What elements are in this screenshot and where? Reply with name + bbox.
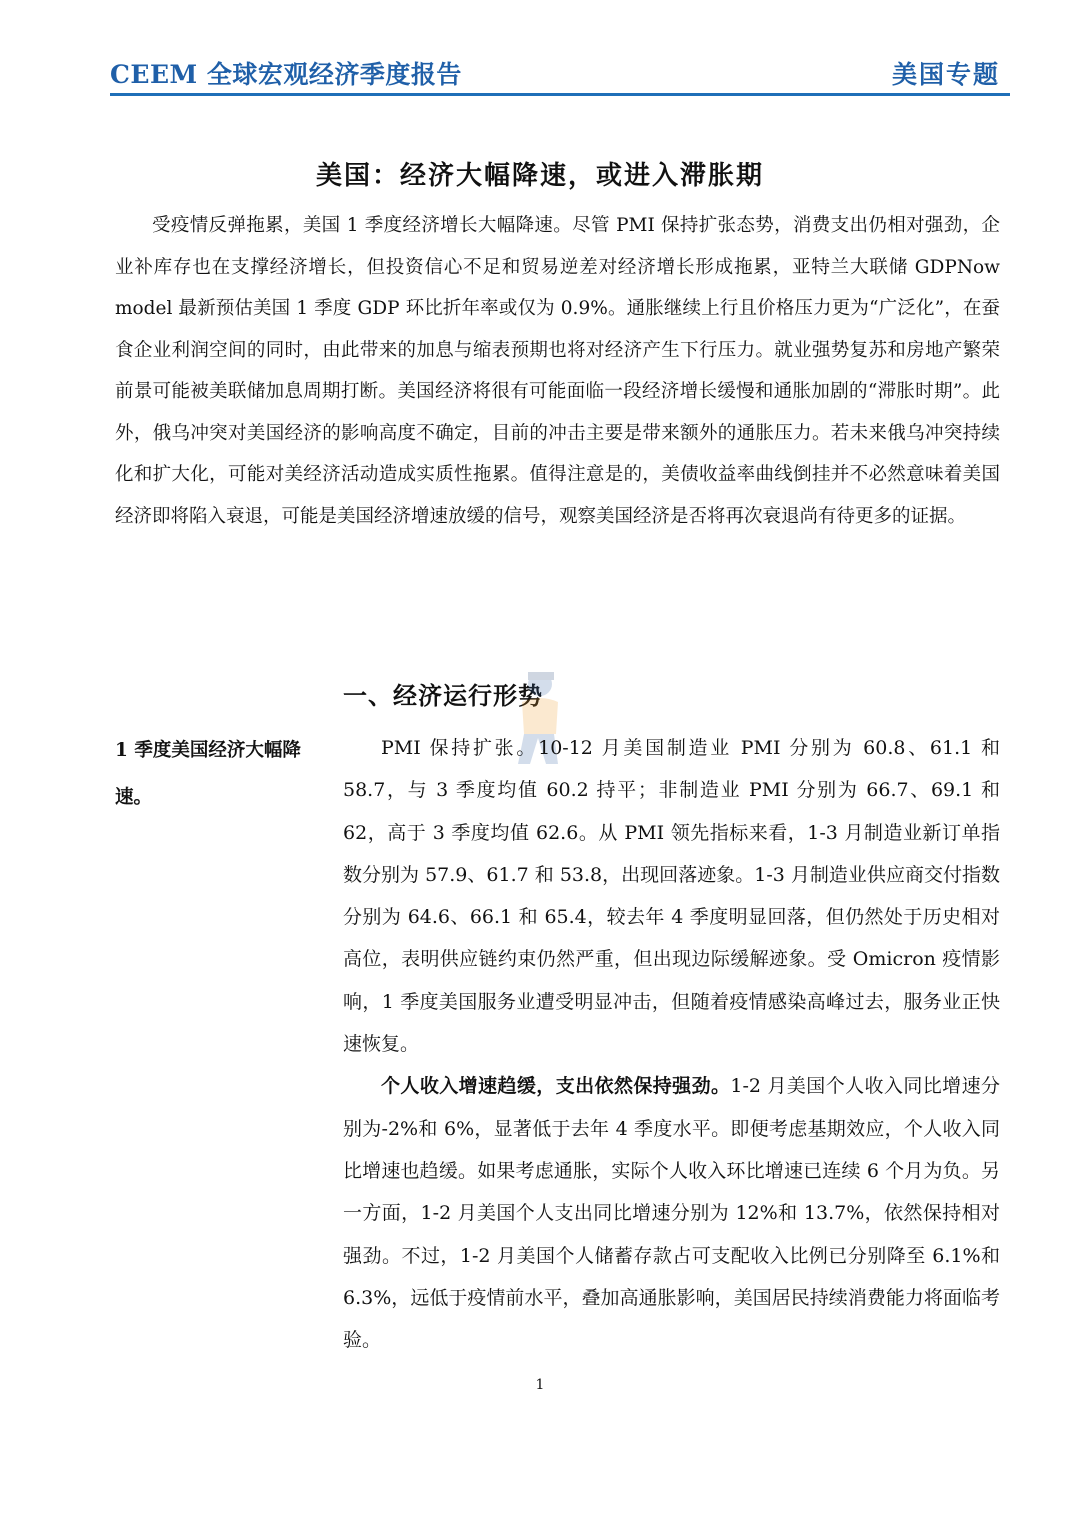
sidebar-summary: 1 季度美国经济大幅降速。 [115, 740, 301, 808]
report-topic: 美国专题 [891, 60, 1000, 89]
income-paragraph [343, 1065, 1000, 1361]
income-paragraph-lead: 个人收入增速趋缓，支出依然保持强劲。 [381, 1075, 731, 1098]
main-text-column [343, 727, 1000, 1361]
income-paragraph-body: 1-2 月美国个人收入同比增速分别为-2%和 6%，显著低于去年 4 季度水平。即便考虑基期效应，个人收入同比增速也趋缓。如果考虑通胀，实际个人收入环比增速已连续 6 个月为负。另一方面，1-2 月美国个人支出同比增速分别为 12%和 13.7%，依然保持相对强劲。不过，1-2 月美国个人储蓄存款占可支配收入比例已分别降至 6.1%和 6.3%，远低于疫情前水平，叠加高通胀影响，美国居民持续消费能力将面临考验。 [343, 1075, 1000, 1352]
intro-paragraph: 受疫情反弹拖累，美国 1 季度经济增长大幅降速。尽管 PMI 保持扩张态势，消费支出仍相对强劲，企业补库存也在支撑经济增长，但投资信心不足和贸易逆差对经济增长形成拖累，亚特兰大联储 GDPNow model 最新预估美国 1 季度 GDP 环比折年率或仅为 0.9%。通胀继续上行且价格压力更为“广泛化”，在蚕食企业利润空间的同时，由此带来的加息与缩表预期也将对经济产生下行压力。就业强势复苏和房地产繁荣前景可能被美联储加息周期打断。美国经济将很有可能面临一段经济增长缓慢和通胀加剧的“滞胀时期”。此外，俄乌冲突对美国经济的影响高度不确定，目前的冲击主要是带来额外的通胀压力。若未来俄乌冲突持续化和扩大化，可能对美经济活动造成实质性拖累。值得注意是的，美债收益率曲线倒挂并不必然意味着美国经济即将陷入衰退，可能是美国经济增速放缓的信号，观察美国经济是否将再次衰退尚有待更多的证据。 [115, 215, 1000, 527]
article-title: 美国：经济大幅降速，或进入滞胀期 [315, 161, 764, 191]
section-heading: 一、经济运行形势 [343, 681, 543, 710]
pmi-paragraph: PMI 保持扩张。10-12 月美国制造业 PMI 分别为 60.8、61.1 和 58.7，与 3 季度均值 60.2 持平；非制造业 PMI 分别为 66.7、69.1 和 62，高于 3 季度均值 62.6。从 PMI 领先指标来看，1-3 月制造业新订单指数分别为 57.9、61.7 和 53.8，出现回落迹象。1-3 月制造业供应商交付指数分别为 64.6、66.1 和 65.4，较去年 4 季度明显回落，但仍然处于历史相对高位，表明供应链约束仍然严重，但出现边际缓解迹象。受 Omicron 疫情影响，1 季度美国服务业遭受明显冲击，但随着疫情感染高峰过去，服务业正快速恢复。 [343, 737, 1000, 1056]
header-divider [110, 93, 1010, 96]
page-header [110, 55, 1010, 95]
report-title: CEEM 全球宏观经济季度报告 [110, 60, 462, 89]
page-number: 1 [535, 1377, 545, 1393]
